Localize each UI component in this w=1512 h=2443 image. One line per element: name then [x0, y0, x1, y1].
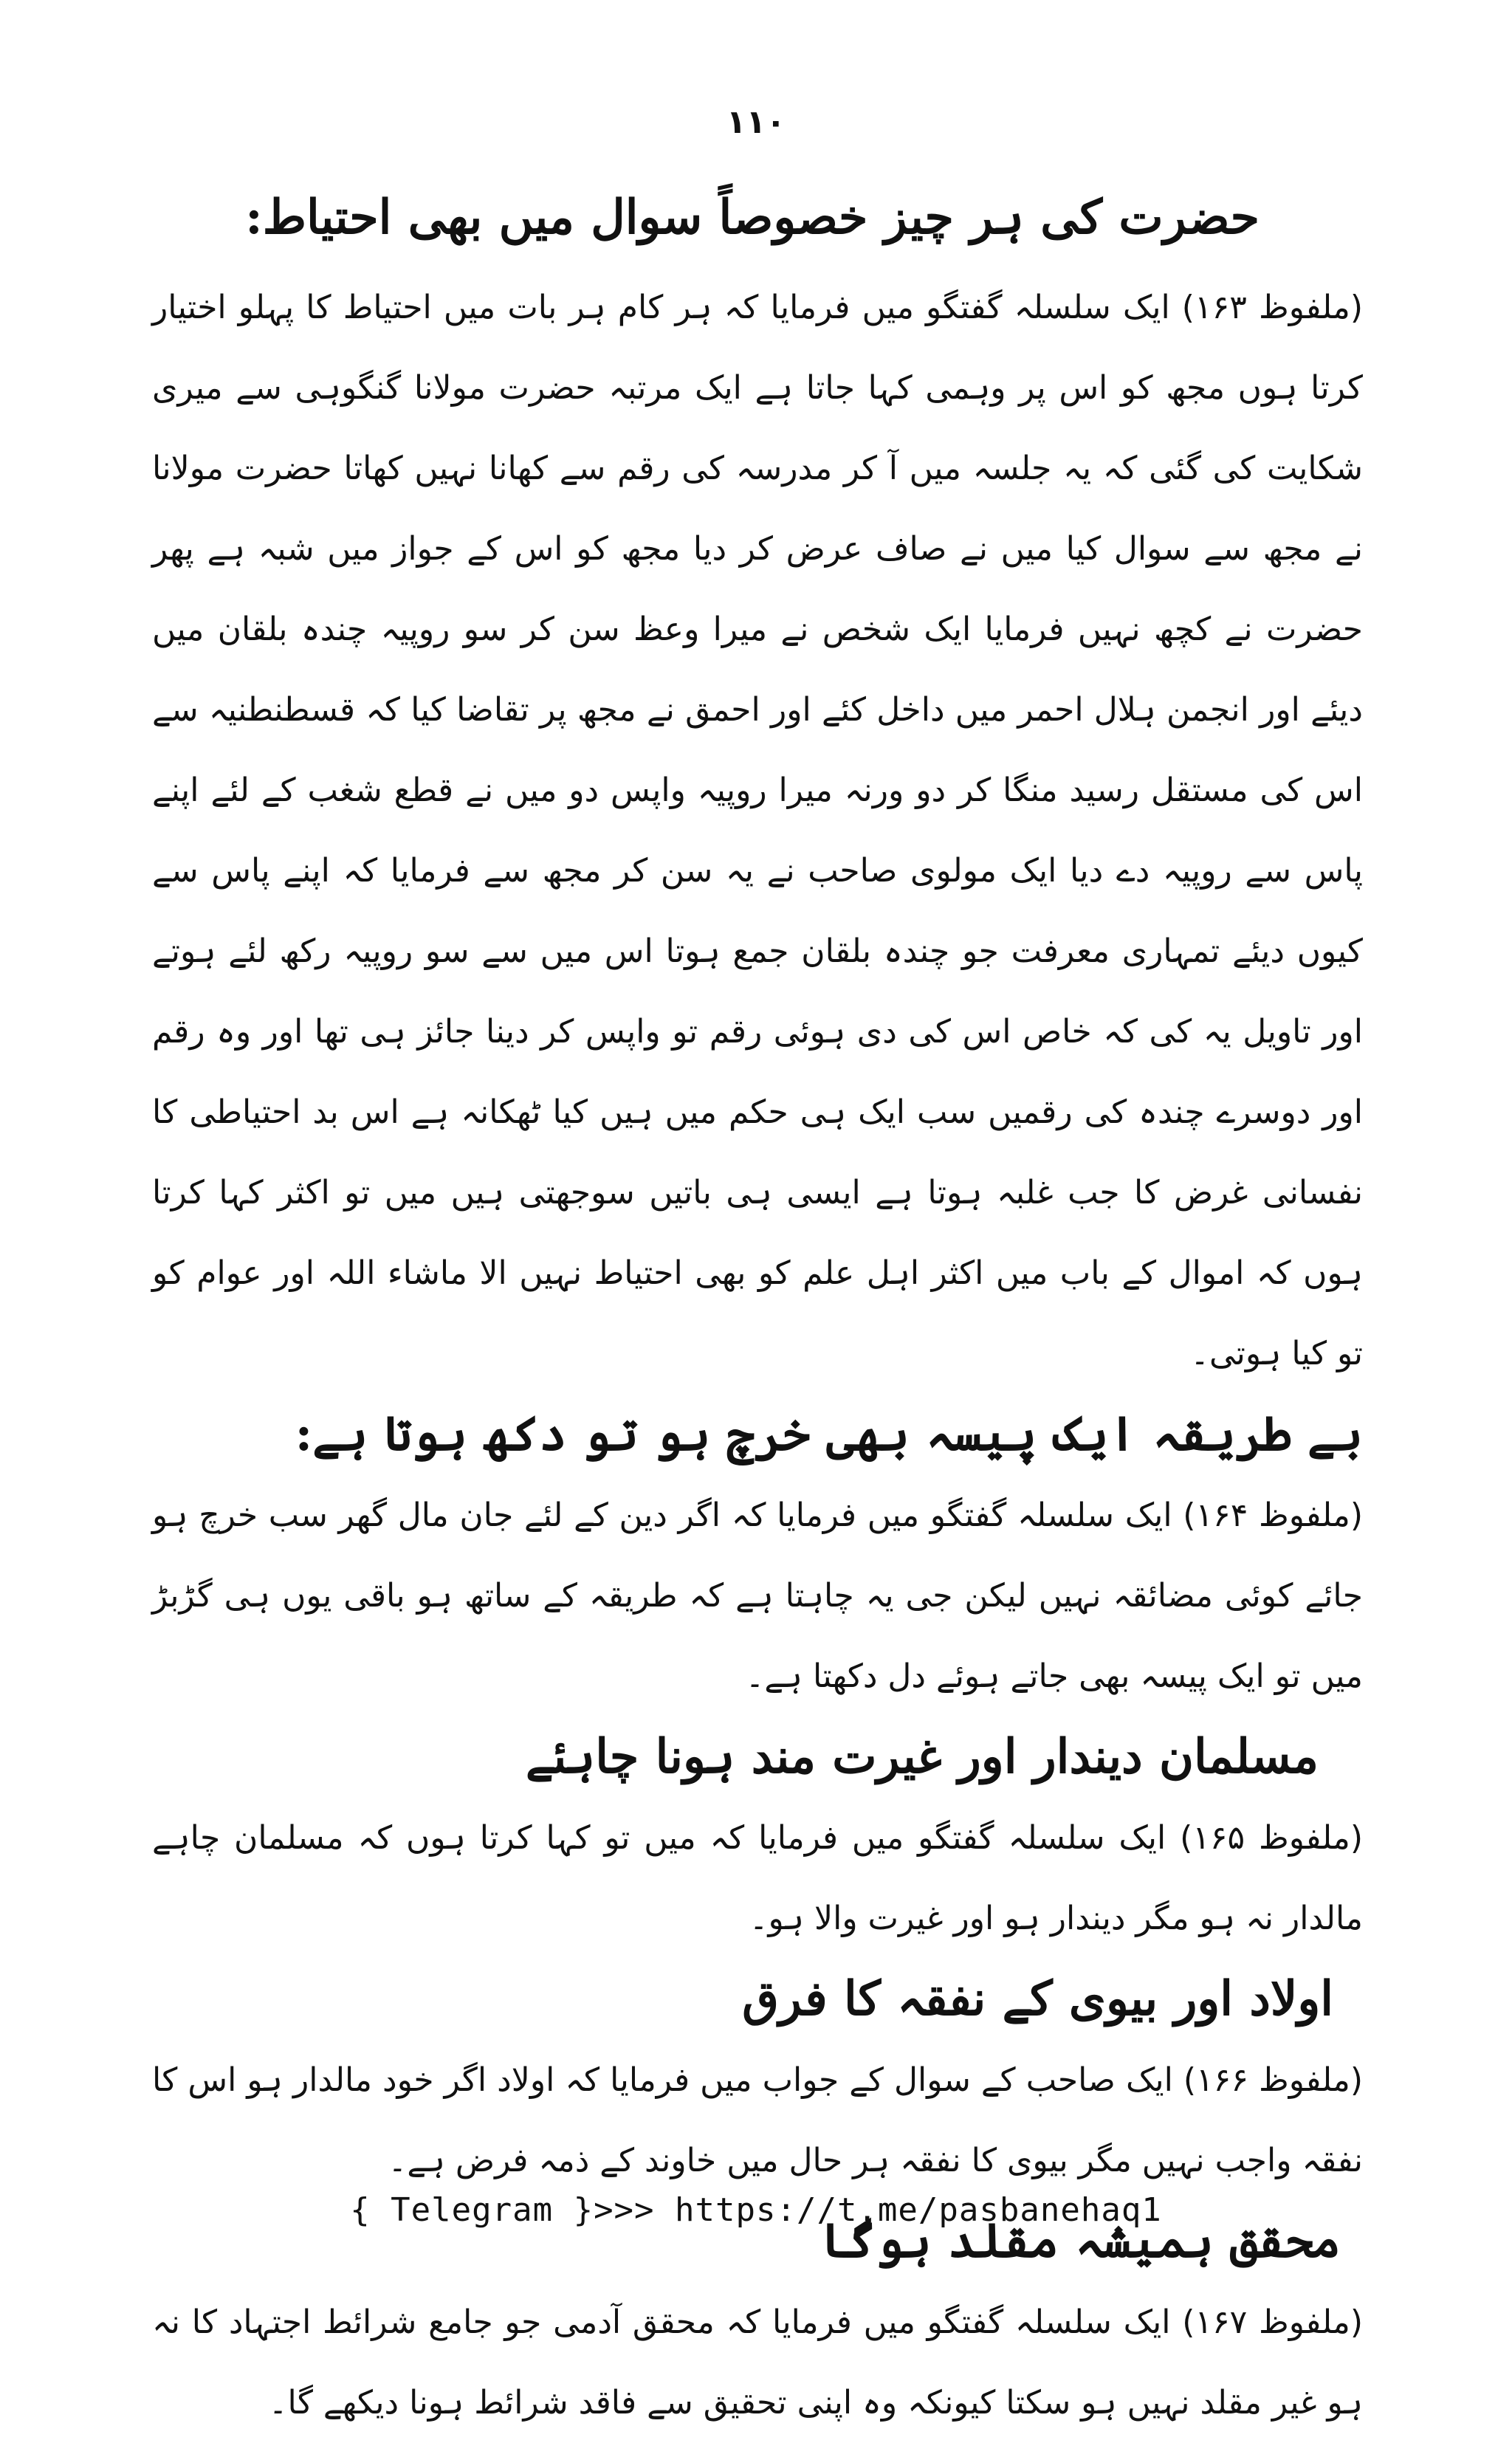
- section-heading: اولاد اور بیوی کے نفقہ کا فرق: [742, 1971, 1333, 2027]
- section-heading: بے طریقہ ایک پیسہ بھی خرچ ہو تو دکھ ہوتا ہے:: [295, 1406, 1363, 1462]
- section-heading: محقق ہمیشہ مقلد ہوگا: [820, 2213, 1341, 2269]
- page-content: [152, 177, 1363, 2443]
- section-heading: حضرت کی ہر چیز خصوصاً سوال میں بھی احتیاط:: [245, 190, 1260, 245]
- telegram-footer-link: { Telegram }>>> https://t.me/pasbanehaq1: [350, 2191, 1162, 2229]
- section-body: (ملفوظ ۱۶۷) ایک سلسلہ گفتگو میں فرمایا کہ محقق آدمی جو جامع شرائط اجتہاد کا نہ ہو غیر مقلد نہیں ہو سکتا کیونکہ وہ اپنی تحقیق سے فاقد شرائط ہونا دیکھے گا۔: [152, 2303, 1363, 2422]
- section-body: (ملفوظ ۱۶۶) ایک صاحب کے سوال کے جواب میں فرمایا کہ اولاد اگر خود مالدار ہو اس کا نفقہ واجب نہیں مگر بیوی کا نفقہ ہر حال میں خاوند کے ذمہ فرض ہے۔: [152, 2061, 1364, 2179]
- section-body: (ملفوظ ۱۶۳) ایک سلسلہ گفتگو میں فرمایا کہ ہر کام ہر بات میں احتیاط کا پہلو اختیار کرتا ہوں مجھ کو اس پر وہمی کہا جاتا ہے ایک مرتبہ حضرت مولانا گنگوہی سے میری شکایت کی گئی کہ یہ جلسہ میں آ کر مدرسہ کی رقم سے کھانا نہیں کھاتا حضرت مولانا نے مجھ سے سوال کیا میں نے صاف عرض کر دیا مجھ کو اس کے جواز میں شبہ ہے پھر حضرت نے کچھ نہیں فرمایا ایک شخص نے میرا وعظ سن کر سو روپیہ چندہ بلقان میں دیئے اور انجمن ہلال احمر میں داخل کئے اور احمق نے مجھ پر تقاضا کیا کہ قسطنطنیہ سے اس کی مستقل رسید منگا کر دو ورنہ میرا روپیہ واپس دو میں نے قطع شغب کے لئے اپنے پاس سے روپیہ دے دیا ایک مولوی صاحب نے یہ سن کر مجھ سے فرمایا کہ اپنے پاس سے کیوں دیئے تمہاری معرفت جو چندہ بلقان جمع ہوتا اس میں سے سو روپیہ رکھ لئے ہوتے اور تاویل یہ کی کہ خاص اس کی دی ہوئی رقم تو واپس کر دینا جائز ہی تھا اور وہ رقم اور دوسرے چندہ کی رقمیں سب ایک ہی حکم میں ہیں کیا ٹھکانہ ہے اس بد احتیاطی کا نفسانی غرض کا جب غلبہ ہوتا ہے ایسی ہی باتیں سوجھتی ہیں میں تو اکثر کہا کرتا ہوں کہ اموال کے باب میں اکثر اہل علم کو بھی احتیاط نہیں الا ماشاء اللہ اور عوام کو تو کیا ہوتی۔: [152, 289, 1363, 1372]
- section-heading: مسلمان دیندار اور غیرت مند ہونا چاہئے: [525, 1729, 1319, 1784]
- page-number: ۱۱۰: [726, 103, 786, 141]
- section-body: (ملفوظ ۱۶۵) ایک سلسلہ گفتگو میں فرمایا کہ میں تو کہا کرتا ہوں کہ مسلمان چاہے مالدار نہ ہو مگر دیندار ہو اور غیرت والا ہو۔: [152, 1819, 1364, 1937]
- section-body: (ملفوظ ۱۶۴) ایک سلسلہ گفتگو میں فرمایا کہ اگر دین کے لئے جان مال گھر سب خرچ ہو جائے کوئی مضائقہ نہیں لیکن جی یہ چاہتا ہے کہ طریقہ کے ساتھ ہو باقی یوں ہی گڑبڑ میں تو ایک پیسہ بھی جاتے ہوئے دل دکھتا ہے۔: [152, 1497, 1363, 1695]
